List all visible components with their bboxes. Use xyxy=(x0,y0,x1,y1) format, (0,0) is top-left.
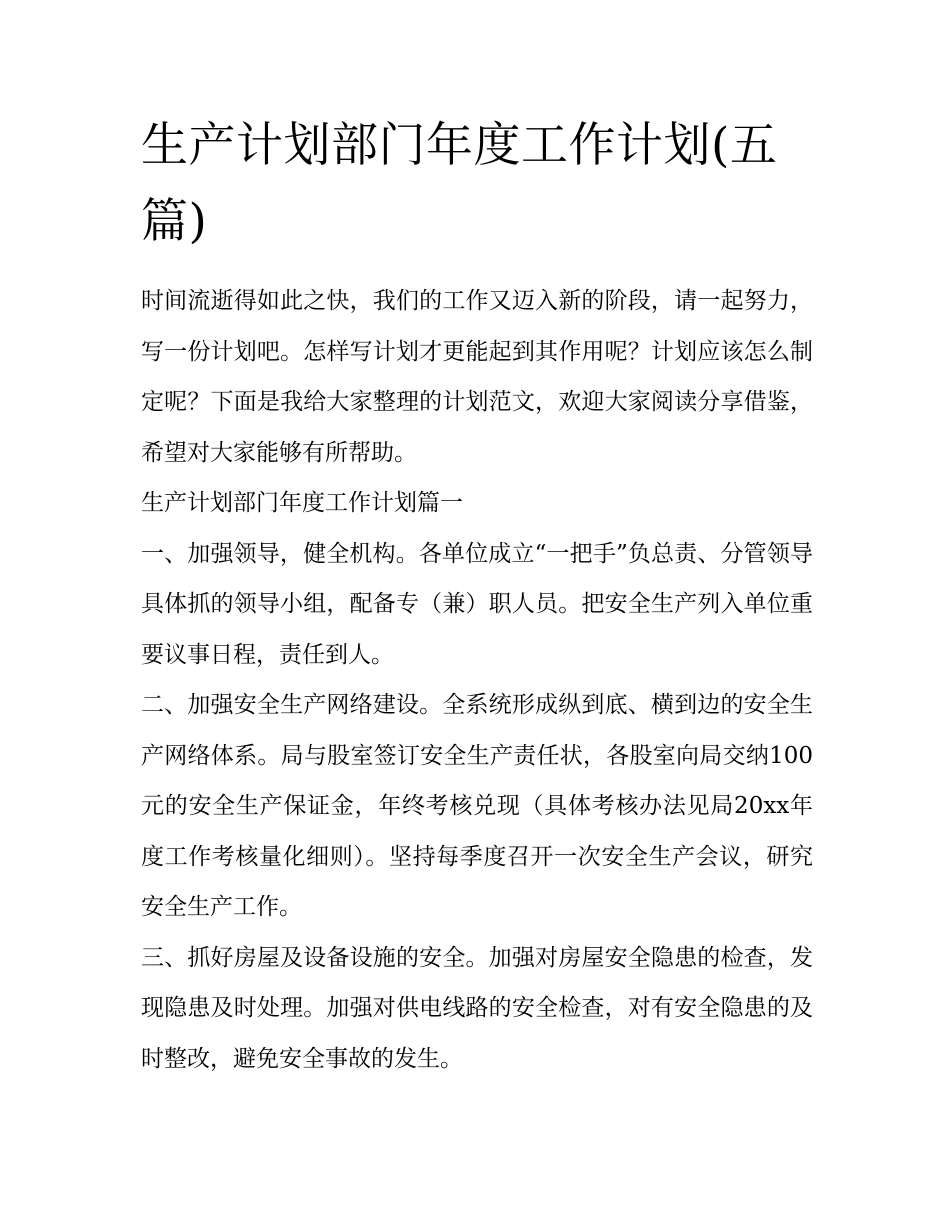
item-two-paragraph: 二、加强安全生产网络建设。全系统形成纵到底、横到边的安全生产网络体系。局与股室签订安全生产责任状，各股室向局交纳100元的安全生产保证金，年终考核兑现（具体考核办法见局20xx年度工作考核量化细则）。坚持每季度召开一次安全生产会议，研究安全生产工作。 xyxy=(141,692,813,920)
intro-paragraph: 时间流逝得如此之快，我们的工作又迈入新的阶段，请一起努力，写一份计划吧。怎样写计划才更能起到其作用呢？计划应该怎么制定呢？下面是我给大家整理的计划范文，欢迎大家阅读分享借鉴，希望对大家能够有所帮助。 xyxy=(141,288,813,466)
item-three-paragraph: 三、抓好房屋及设备设施的安全。加强对房屋安全隐患的检查，发现隐患及时处理。加强对供电线路的安全检查，对有安全隐患的及时整改，避免安全事故的发生。 xyxy=(141,944,813,1072)
section-heading: 生产计划部门年度工作计划篇一 xyxy=(141,490,463,516)
document-page xyxy=(141,108,813,1084)
item-one-paragraph: 一、加强领导，健全机构。各单位成立“一把手”负总责、分管领导具体抓的领导小组，配备专（兼）职人员。把安全生产列入单位重要议事日程，责任到人。 xyxy=(141,540,813,668)
document-title: 生产计划部门年度工作计划(五篇) xyxy=(141,118,778,249)
